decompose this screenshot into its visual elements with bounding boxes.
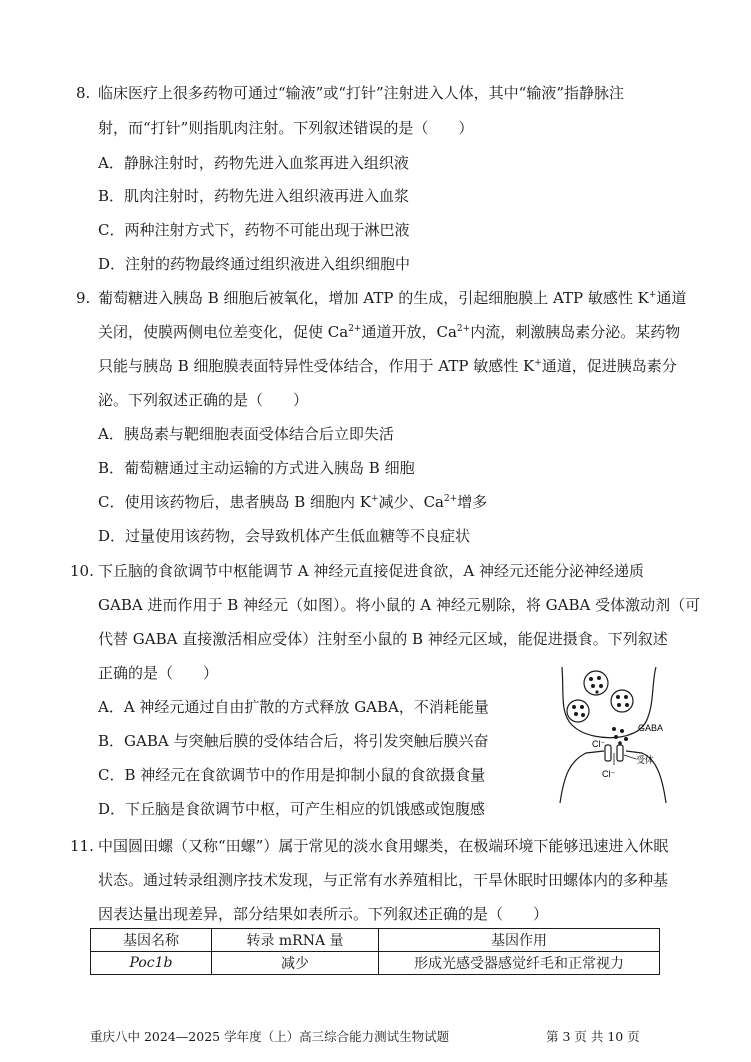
synaptic-vesicle bbox=[611, 690, 633, 712]
option-b: B．GABA 与突触后膜的受体结合后，将引发突触后膜兴奋 bbox=[98, 732, 489, 750]
synapse-diagram bbox=[556, 665, 686, 805]
table-cell: 形成光感受器感觉纤毛和正常视力 bbox=[379, 952, 660, 975]
option-d: D．下丘脑是食欲调节中枢，可产生相应的饥饿感或饱腹感 bbox=[98, 800, 486, 818]
question-stem-line: 状态。通过转录组测序技术发现，与正常有水养殖相比，干旱休眠时田螺体内的多种基 bbox=[98, 871, 669, 889]
chloride-ion-label: Cl⁻ bbox=[602, 769, 616, 779]
table-header-cell: 基因名称 bbox=[91, 929, 212, 952]
question-stem-line: 代替 GABA 直接激活相应受体）注射至小鼠的 B 神经元区域，能促进摄食。下列叙述 bbox=[98, 630, 668, 648]
question-stem-line: 因表达量出现差异，部分结果如表所示。下列叙述正确的是（ ） bbox=[98, 905, 549, 923]
table-row bbox=[91, 952, 660, 975]
option-d: D．过量使用该药物，会导致机体产生低血糖等不良症状 bbox=[98, 527, 471, 545]
option-b: B．葡萄糖通过主动运输的方式进入胰岛 B 细胞 bbox=[98, 459, 415, 477]
table-cell: Poc1b bbox=[91, 952, 212, 975]
option-a: A．胰岛素与靶细胞表面受体结合后立即失活 bbox=[98, 425, 394, 443]
question-stem-line: 泌。下列叙述正确的是（ ） bbox=[98, 391, 309, 409]
question-stem-line: 临床医疗上很多药物可通过“输液”或“打针”注射进入人体，其中“输液”指静脉注 bbox=[98, 84, 625, 102]
receptor-label: 受体 bbox=[636, 756, 655, 766]
option-c: C．使用该药物后，患者胰岛 B 细胞内 K+减少、$Ca^{2+}$增多 bbox=[98, 493, 488, 511]
question-stem-line: 射，而“打针”则指肌肉注射。下列叙述错误的是（ ） bbox=[98, 119, 474, 137]
table-header-cell: 基因作用 bbox=[379, 929, 660, 952]
option-a: A．静脉注射时，药物先进入血浆再进入组织液 bbox=[98, 154, 409, 172]
question-stem-line: 只能与胰岛 B 细胞膜表面特异性受体结合，作用于 ATP 敏感性 K+通道，促进胰岛素分 bbox=[98, 357, 677, 375]
question-stem-line: 关闭，使膜两侧电位差变化，促使 $Ca^{2+}$通道开放，$Ca^{2+}$内流，刺激胰岛素分泌。某药物 bbox=[98, 323, 681, 341]
question-stem-line: 下丘脑的食欲调节中枢能调节 A 神经元直接促进食欲，A 神经元还能分泌神经递质 bbox=[98, 562, 644, 580]
option-c: C．两种注射方式下，药物不可能出现于淋巴液 bbox=[98, 221, 410, 239]
gene-expression-table bbox=[90, 928, 660, 975]
chloride-ion-label: Cl⁻ bbox=[592, 739, 606, 749]
question-stem-line: 中国圆田螺（又称“田螺”）属于常见的淡水食用螺类，在极端环境下能够迅速进入休眠 bbox=[98, 837, 669, 855]
gaba-label: GABA bbox=[638, 723, 664, 733]
option-d: D．注射的药物最终通过组织液进入组织细胞中 bbox=[98, 255, 411, 273]
option-b: B．肌肉注射时，药物先进入组织液再进入血浆 bbox=[98, 187, 410, 205]
question-stem-line: GABA 进而作用于 B 神经元（如图）。将小鼠的 A 神经元剔除，将 GABA 受体激动剂（可 bbox=[98, 596, 701, 614]
table-cell: 减少 bbox=[212, 952, 379, 975]
question-number: 8. bbox=[76, 84, 91, 102]
option-c: C．B 神经元在食欲调节中的作用是抑制小鼠的食欲摄食量 bbox=[98, 766, 486, 784]
question-number: 9. bbox=[76, 289, 91, 307]
footer-exam-title: 重庆八中 2024—2025 学年度（上）高三综合能力测试生物试题 bbox=[90, 1029, 450, 1044]
option-a: A．A 神经元通过自由扩散的方式释放 GABA，不消耗能量 bbox=[98, 698, 489, 716]
table-header-cell: 转录 mRNA 量 bbox=[212, 929, 379, 952]
question-number: 10. bbox=[70, 562, 94, 580]
question-stem-line: 正确的是（ ） bbox=[98, 664, 219, 682]
synaptic-vesicle bbox=[567, 700, 589, 722]
footer-page-number: 第 3 页 共 10 页 bbox=[546, 1029, 640, 1044]
question-stem-line: 葡萄糖进入胰岛 B 细胞后被氧化，增加 ATP 的生成，引起细胞膜上 ATP 敏感性 K+通道 bbox=[98, 289, 687, 307]
question-number: 11. bbox=[70, 837, 94, 855]
table-header-row bbox=[91, 929, 660, 952]
